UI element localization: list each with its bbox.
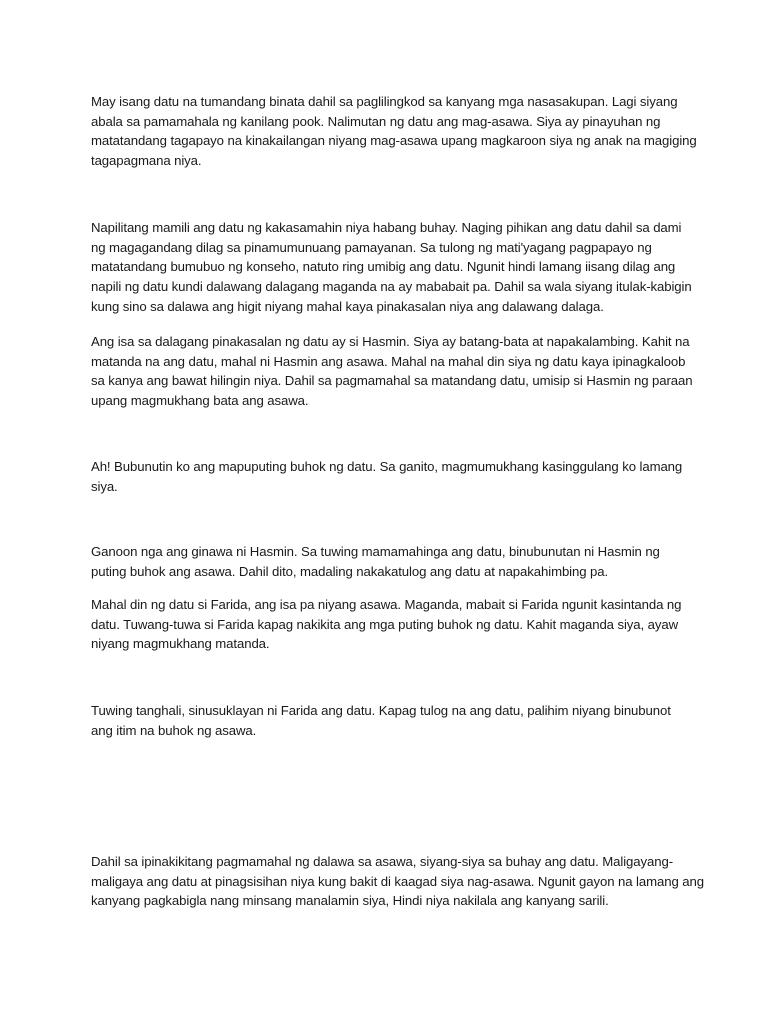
paragraph-7 (91, 701, 681, 740)
text-line: matanda na ang datu, mahal ni Hasmin ang asawa. Mahal na mahal din siya ng datu kaya ipinagkaloob (91, 353, 686, 369)
text-line: upang magmukhang bata ang asawa. (91, 393, 309, 409)
paragraph-4 (91, 457, 681, 496)
text-line: napili ng datu kundi dalawang dalagang maganda na ay mababait pa. Dahil sa wala siyang itulak-kabigin (91, 279, 692, 295)
text-line: May isang datu na tumandang binata dahil sa paglilingkod sa kanyang mga nasasakupan. Lagi siyang (91, 94, 678, 109)
text-line: tagapagmana niya. (91, 153, 202, 169)
text-line: Napilitang mamili ang datu ng kakasamahin niya habang buhay. Naging pihikan ang datu dahil sa dami (91, 220, 682, 235)
text-line: datu. Tuwang-tuwa si Farida kapag nakikita ang mga puting buhok ng datu. Kahit maganda siya, ayaw (91, 616, 679, 632)
text-line: abala sa pamamahala ng kanilang pook. Nalimutan ng datu ang mag-asawa. Siya ay pinayuhan ng (91, 113, 661, 129)
paragraph-6 (91, 595, 681, 654)
paragraph-5 (91, 542, 681, 581)
text-line: niyang magmukhang matanda. (91, 636, 270, 652)
text-line: maligaya ang datu at pinagsisihan niya kung bakit di kaagad siya nag-asawa. Ngunit gayon na lamang ang (91, 873, 704, 889)
text-line: matatandang tagapayo na kinakailangan niyang mag-asawa upang magkaroon siya ng anak na magiging (91, 133, 697, 149)
text-line: Ganoon nga ang ginawa ni Hasmin. Sa tuwing mamamahinga ang datu, binubunutan ni Hasmin ng (91, 544, 660, 559)
paragraph-3 (91, 332, 693, 411)
paragraph-8 (91, 852, 704, 911)
text-line: Tuwing tanghali, sinusuklayan ni Farida ang datu. Kapag tulog na ang datu, palihim niyang binubunot (91, 703, 671, 718)
text-line: ang itim na buhok ng asawa. (91, 722, 257, 738)
text-line: puting buhok ang asawa. Dahil dito, madaling nakakatulog ang datu at napakahimbing pa. (91, 563, 609, 579)
paragraph-1 (91, 92, 697, 171)
text-line: kung sino sa dalawa ang higit niyang mahal kaya pinakasalan niya ang dalawang dalaga. (91, 298, 604, 314)
text-line: ng magagandang dilag sa pinamumunuang pamayanan. Sa tulong ng mati'yagang pagpapayo ng (91, 239, 652, 255)
text-line: sa kanya ang bawat hilingin niya. Dahil sa pagmamahal sa matandang datu, umisip si Hasmin ng paraan (91, 373, 693, 389)
text-line: kanyang pagkabigla nang minsang manalamin siya, Hindi niya nakilala ang kanyang sarili. (91, 893, 609, 909)
paragraph-2 (91, 218, 692, 317)
text-line: Ah! Bubunutin ko ang mapuputing buhok ng datu. Sa ganito, magmumukhang kasinggulang ko lamang (91, 459, 683, 474)
text-line: Dahil sa ipinakikitang pagmamahal ng dalawa sa asawa, siyang-siya sa buhay ang datu. Maligayang- (91, 854, 673, 869)
text-line: Mahal din ng datu si Farida, ang isa pa niyang asawa. Maganda, mabait si Farida ngunit kasintanda ng (91, 597, 682, 612)
text-line: matatandang bumubuo ng konseho, natuto ring umibig ang datu. Ngunit hindi lamang iisang dilag ang (91, 259, 676, 275)
text-line: Ang isa sa dalagang pinakasalan ng datu ay si Hasmin. Siya ay batang-bata at napakalambing. Kahit na (91, 334, 690, 349)
text-line: siya. (91, 478, 118, 494)
